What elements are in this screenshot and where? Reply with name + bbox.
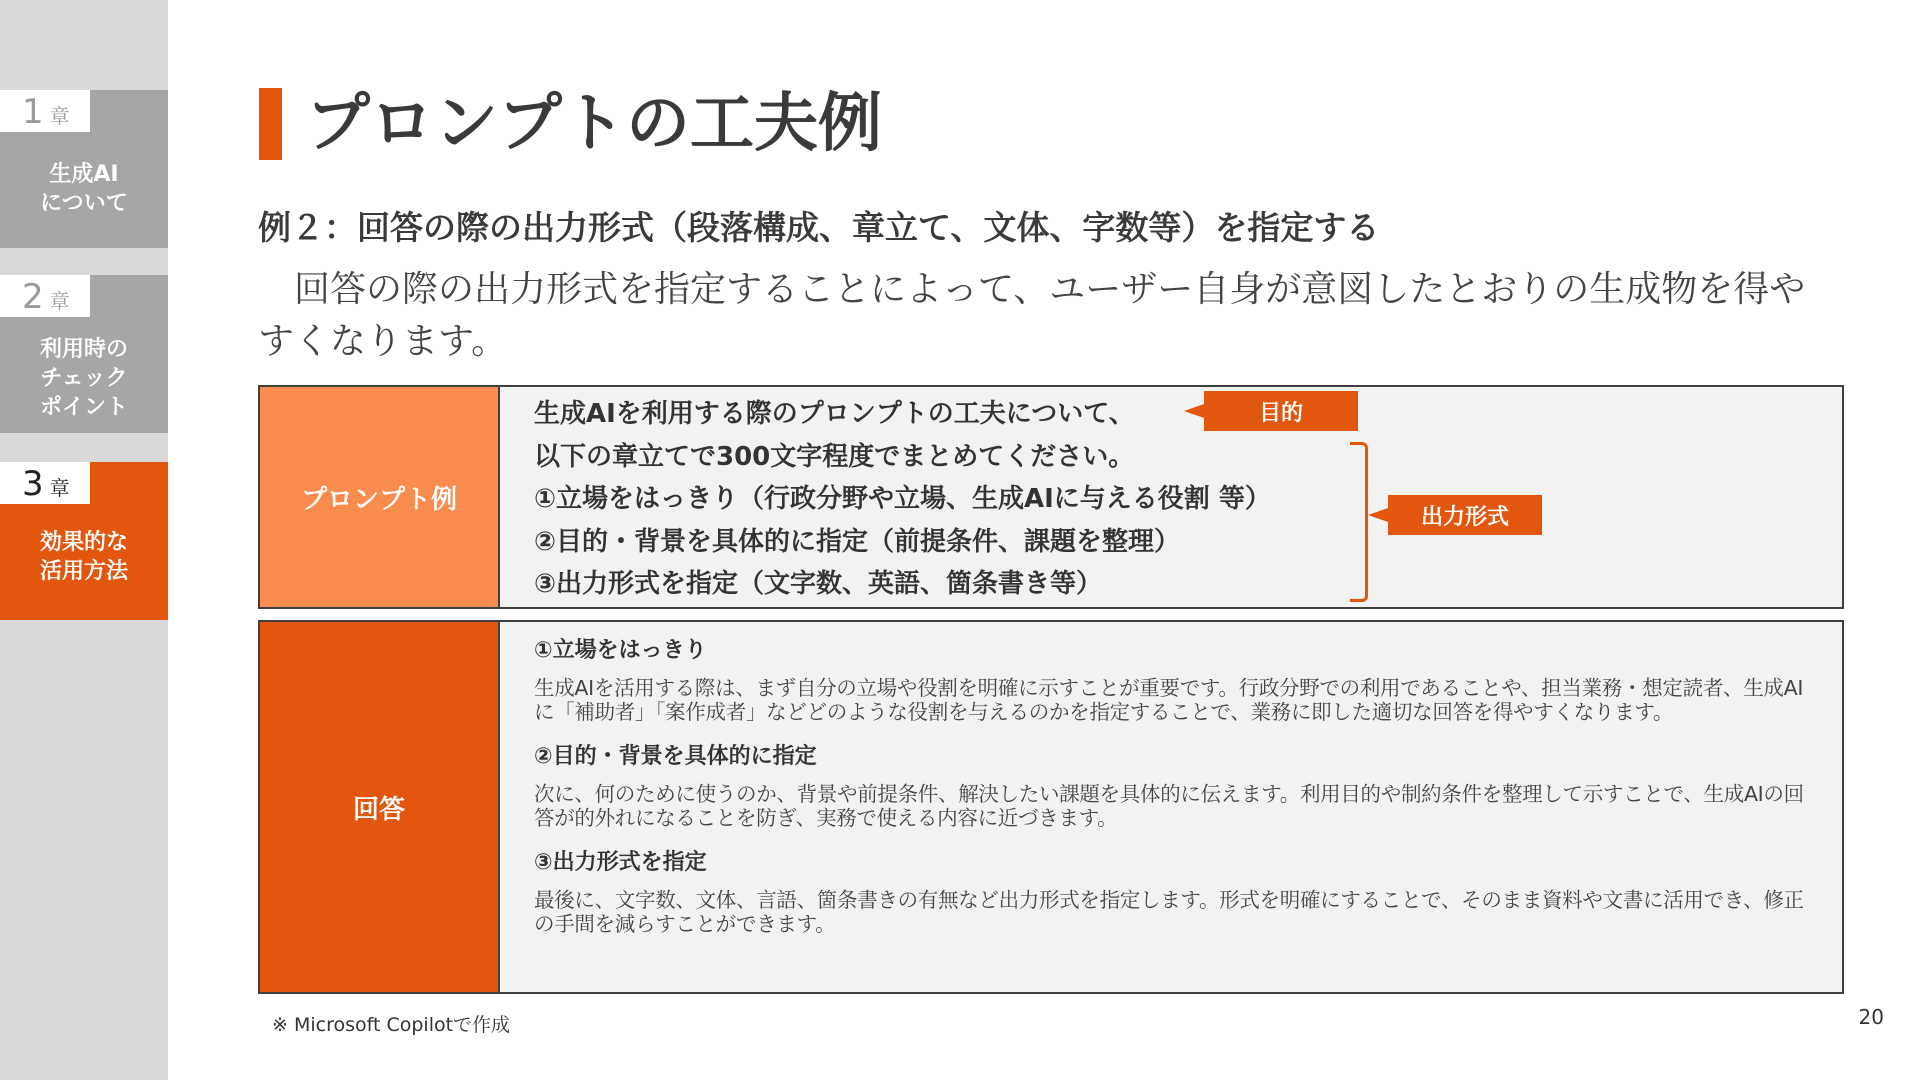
prompt-line: ②目的・背景を具体的に指定（前提条件、課題を整理） bbox=[534, 526, 1181, 557]
footnote: ※ Microsoft Copilotで作成 bbox=[272, 1014, 511, 1036]
format-tag: 出力形式 bbox=[1388, 495, 1542, 535]
chapter-number: 3 bbox=[22, 464, 44, 504]
answer-label: 回答 bbox=[352, 794, 405, 825]
prompt-example-box bbox=[258, 385, 1844, 609]
intro-paragraph bbox=[258, 264, 1858, 368]
chapter-label: 利用時の チェック ポイント bbox=[39, 337, 128, 420]
sidebar-chapter-1[interactable] bbox=[0, 90, 168, 248]
prompt-label-cell bbox=[260, 387, 500, 607]
prompt-label: プロンプト例 bbox=[300, 484, 457, 515]
prompt-lines bbox=[534, 393, 1271, 606]
chapter-unit: 章 bbox=[49, 476, 70, 500]
prompt-line: 生成AIを利用する際のプロンプトの工夫について、 bbox=[534, 399, 1135, 429]
chapter-number-box bbox=[0, 90, 90, 132]
chapter-label: 生成AI について bbox=[40, 162, 128, 216]
sidebar-chapter-3[interactable] bbox=[0, 462, 168, 620]
title-accent-bar bbox=[259, 88, 282, 160]
sidebar-chapter-2[interactable] bbox=[0, 275, 168, 433]
chapter-label: 効果的な 活用方法 bbox=[39, 530, 128, 584]
purpose-arrow-icon bbox=[1184, 404, 1204, 418]
chapter-unit: 章 bbox=[49, 104, 70, 128]
intro-line-2: すくなります。 bbox=[258, 321, 508, 362]
chapter-number-box bbox=[0, 275, 90, 317]
chapter-number-box bbox=[0, 462, 90, 504]
chapter-number: 2 bbox=[22, 277, 44, 317]
answer-heading: ①立場をはっきり bbox=[534, 638, 707, 663]
chapter-number: 1 bbox=[22, 92, 44, 132]
answer-body: 生成AIを活用する際は、まず自分の立場や役割を明確に示すことが重要です。行政分野での利用であることや、担当業務・想定読者、生成AIに「補助者」「案作成者」などどのような役割を与えるのかを指定することで、業務に即した適切な回答を得やすくなります。 bbox=[534, 676, 1804, 724]
prompt-line: ①立場をはっきり（行政分野や立場、生成AIに与える役割 等） bbox=[534, 484, 1271, 514]
format-arrow-icon bbox=[1368, 508, 1388, 522]
page-number: 20 bbox=[1858, 1005, 1884, 1029]
answer-label-cell bbox=[260, 622, 500, 992]
prompt-line: 以下の章立てで300文字程度でまとめてください。 bbox=[534, 441, 1135, 472]
chapter-unit: 章 bbox=[49, 289, 70, 313]
answer-heading: ②目的・背景を具体的に指定 bbox=[534, 744, 817, 769]
prompt-line: ③出力形式を指定（文字数、英語、箇条書き等） bbox=[534, 569, 1103, 599]
intro-line-1: 回答の際の出力形式を指定することによって、ユーザー自身が意図したとおりの生成物を得や bbox=[294, 269, 1806, 310]
answer-box bbox=[258, 620, 1844, 994]
answer-content bbox=[534, 636, 1814, 954]
purpose-tag: 目的 bbox=[1204, 391, 1358, 431]
format-bracket bbox=[1350, 442, 1368, 602]
answer-heading: ③出力形式を指定 bbox=[534, 850, 707, 875]
answer-body: 最後に、文字数、文体、言語、箇条書きの有無など出力形式を指定します。形式を明確にすることで、そのまま資料や文書に活用でき、修正の手間を減らすことができます。 bbox=[534, 888, 1804, 936]
chapter-sidebar bbox=[0, 0, 168, 1080]
page-title: プロンプトの工夫例 bbox=[306, 87, 882, 161]
section-subtitle: 例２：回答の際の出力形式（段落構成、章立て、文体、字数等）を指定する bbox=[258, 208, 1380, 247]
answer-body: 次に、何のために使うのか、背景や前提条件、解決したい課題を具体的に伝えます。利用目的や制約条件を整理して示すことで、生成AIの回答が的外れになることを防ぎ、実務で使える内容に近づきます。 bbox=[534, 782, 1804, 830]
